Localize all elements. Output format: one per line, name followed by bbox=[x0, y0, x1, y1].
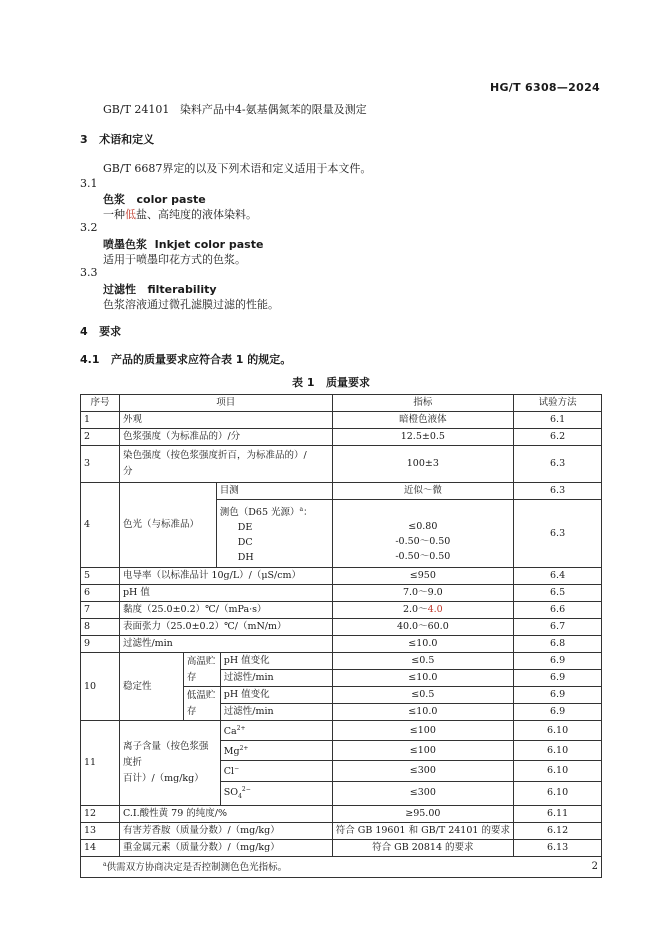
cell-method: 6.10 bbox=[514, 761, 602, 781]
cell-no: 11 bbox=[81, 721, 120, 806]
cell-subitem: Cl− bbox=[220, 761, 332, 781]
cell-index: 符合 GB 19601 和 GB/T 24101 的要求 bbox=[332, 822, 514, 839]
cell-index: 符合 GB 20814 的要求 bbox=[332, 839, 514, 856]
table-row bbox=[81, 602, 602, 619]
cell-item: 色光（与标准品） bbox=[119, 483, 216, 568]
table-row bbox=[81, 412, 602, 429]
term-definition: 一种低盐、高纯度的液体染料。 bbox=[103, 208, 257, 221]
table-footnote: $^a$供需双方协商决定是否控制测色色光指标。 bbox=[81, 856, 602, 877]
cell-index: 40.0～60.0 bbox=[332, 619, 514, 636]
table-row bbox=[81, 636, 602, 653]
section-3-title: 3 术语和定义 bbox=[80, 133, 155, 146]
cell-subitem: $SO_4^{2-}$ bbox=[220, 781, 332, 805]
cell-no: 4 bbox=[81, 483, 120, 568]
cell-method: 6.5 bbox=[514, 585, 602, 602]
cell-method: 6.10 bbox=[514, 721, 602, 741]
cell-index: ≤100 bbox=[332, 721, 514, 741]
table-row bbox=[81, 429, 602, 446]
cell-index: ≤10.0 bbox=[332, 636, 514, 653]
cell-no: 1 bbox=[81, 412, 120, 429]
cell-method: 6.4 bbox=[514, 568, 602, 585]
cell-item: 离子含量（按色浆强度折 百计）/（mg/kg） bbox=[119, 721, 220, 806]
cell-method: 6.10 bbox=[514, 781, 602, 805]
term-definition: 色浆溶液通过微孔滤膜过滤的性能。 bbox=[103, 298, 279, 311]
cell-item: 重金属元素（质量分数）/（mg/kg） bbox=[119, 839, 332, 856]
cell-no: 2 bbox=[81, 429, 120, 446]
cell-index: 暗橙色液体 bbox=[332, 412, 514, 429]
cell-no: 9 bbox=[81, 636, 120, 653]
cell-subitem: 高温贮存 bbox=[183, 653, 220, 687]
table-footnote-row bbox=[81, 856, 602, 877]
cell-method: 6.9 bbox=[514, 704, 602, 721]
term-number: 3.2 bbox=[80, 221, 98, 234]
cell-index: ≤100 bbox=[332, 741, 514, 761]
term-definition: 适用于喷墨印花方式的色浆。 bbox=[103, 253, 246, 266]
cell-index: ≤10.0 bbox=[332, 670, 514, 687]
cell-subitem: 过滤性/min bbox=[220, 670, 332, 687]
cell-item: 电导率（以标准品计 10g/L）/（μS/cm） bbox=[119, 568, 332, 585]
term-title: 喷墨色浆 Inkjet color paste bbox=[103, 238, 264, 251]
term-number: 3.1 bbox=[80, 177, 98, 190]
cell-item: 外观 bbox=[119, 412, 332, 429]
cell-item: 过滤性/min bbox=[119, 636, 332, 653]
cell-method: 6.9 bbox=[514, 670, 602, 687]
section-4-1: 4.1 产品的质量要求应符合表 1 的规定。 bbox=[80, 353, 292, 366]
section-4-title: 4 要求 bbox=[80, 325, 122, 338]
cell-no: 8 bbox=[81, 619, 120, 636]
cell-subitem: 过滤性/min bbox=[220, 704, 332, 721]
cell-index: ≤0.5 bbox=[332, 687, 514, 704]
quality-requirements-table bbox=[80, 394, 602, 878]
cell-index: 近似～微 bbox=[332, 483, 514, 500]
header-method: 试验方法 bbox=[514, 395, 602, 412]
cell-index: ≤950 bbox=[332, 568, 514, 585]
cell-item: 表面张力（25.0±0.2）℃/（mN/m） bbox=[119, 619, 332, 636]
table-row bbox=[81, 446, 602, 483]
cell-subitem: pH 值变化 bbox=[220, 653, 332, 670]
table-row bbox=[81, 619, 602, 636]
cell-method: 6.8 bbox=[514, 636, 602, 653]
cell-no: 14 bbox=[81, 839, 120, 856]
cell-method: 6.9 bbox=[514, 687, 602, 704]
cell-item: pH 值 bbox=[119, 585, 332, 602]
cell-no: 5 bbox=[81, 568, 120, 585]
cell-method: 6.12 bbox=[514, 822, 602, 839]
cell-method: 6.10 bbox=[514, 741, 602, 761]
cell-no: 7 bbox=[81, 602, 120, 619]
document-code: HG/T 6308—2024 bbox=[489, 81, 600, 94]
cell-method: 6.7 bbox=[514, 619, 602, 636]
term-title: 过滤性 filterability bbox=[103, 283, 217, 296]
cell-no: 6 bbox=[81, 585, 120, 602]
cell-item: C.I.酸性黄 79 的纯度/% bbox=[119, 805, 332, 822]
header-index: 指标 bbox=[332, 395, 514, 412]
cell-subitem: 低温贮存 bbox=[183, 687, 220, 721]
cell-index: 7.0～9.0 bbox=[332, 585, 514, 602]
cell-method: 6.6 bbox=[514, 602, 602, 619]
page-number: 2 bbox=[591, 861, 598, 872]
section-3-intro: GB/T 6687界定的以及下列术语和定义适用于本文件。 bbox=[103, 162, 372, 175]
table-row bbox=[81, 483, 602, 500]
cell-subitem: $Ca^{2+}$ bbox=[220, 721, 332, 741]
cell-item: 稳定性 bbox=[119, 653, 183, 721]
cell-method: 6.11 bbox=[514, 805, 602, 822]
cell-method: 6.3 bbox=[514, 500, 602, 568]
cell-subitem: pH 值变化 bbox=[220, 687, 332, 704]
reference-line: GB/T 24101 染料产品中4-氨基偶氮苯的限量及测定 bbox=[103, 103, 367, 116]
cell-subitem: $Mg^{2+}$ bbox=[220, 741, 332, 761]
cell-index: ≤0.5 bbox=[332, 653, 514, 670]
term-title: 色浆 color paste bbox=[103, 193, 206, 206]
cell-method: 6.3 bbox=[514, 483, 602, 500]
table-row bbox=[81, 839, 602, 856]
cell-method: 6.2 bbox=[514, 429, 602, 446]
table-caption: 表 1 质量要求 bbox=[292, 376, 370, 389]
header-item: 项目 bbox=[119, 395, 332, 412]
cell-item: 色浆强度（为标准品的）/分 bbox=[119, 429, 332, 446]
table-row bbox=[81, 568, 602, 585]
cell-method: 6.3 bbox=[514, 446, 602, 483]
cell-index: ≤0.80 -0.50～0.50 -0.50～0.50 bbox=[332, 500, 514, 568]
table-row bbox=[81, 585, 602, 602]
cell-method: 6.9 bbox=[514, 653, 602, 670]
cell-index: 2.0～4.0 bbox=[332, 602, 514, 619]
table-row bbox=[81, 822, 602, 839]
cell-no: 10 bbox=[81, 653, 120, 721]
cell-method: 6.1 bbox=[514, 412, 602, 429]
cell-index: ≤300 bbox=[332, 761, 514, 781]
cell-index: ≤10.0 bbox=[332, 704, 514, 721]
term-number: 3.3 bbox=[80, 266, 98, 279]
cell-index: 100±3 bbox=[332, 446, 514, 483]
cell-item: 黏度（25.0±0.2）℃/（mPa·s） bbox=[119, 602, 332, 619]
cell-subitem: 测色（D65 光源）$^a$： DE DC DH bbox=[216, 500, 332, 568]
header-no: 序号 bbox=[81, 395, 120, 412]
table-row bbox=[81, 805, 602, 822]
table-header-row bbox=[81, 395, 602, 412]
cell-no: 3 bbox=[81, 446, 120, 483]
cell-item: 有害芳香胺（质量分数）/（mg/kg） bbox=[119, 822, 332, 839]
cell-no: 13 bbox=[81, 822, 120, 839]
cell-method: 6.13 bbox=[514, 839, 602, 856]
cell-index: ≤300 bbox=[332, 781, 514, 805]
cell-no: 12 bbox=[81, 805, 120, 822]
cell-index: ≥95.00 bbox=[332, 805, 514, 822]
cell-item: 染色强度（按色浆强度折百，为标准品的）/ 分 bbox=[119, 446, 332, 483]
cell-index: 12.5±0.5 bbox=[332, 429, 514, 446]
cell-subitem: 目测 bbox=[216, 483, 332, 500]
table-row bbox=[81, 653, 602, 670]
table-row bbox=[81, 721, 602, 741]
